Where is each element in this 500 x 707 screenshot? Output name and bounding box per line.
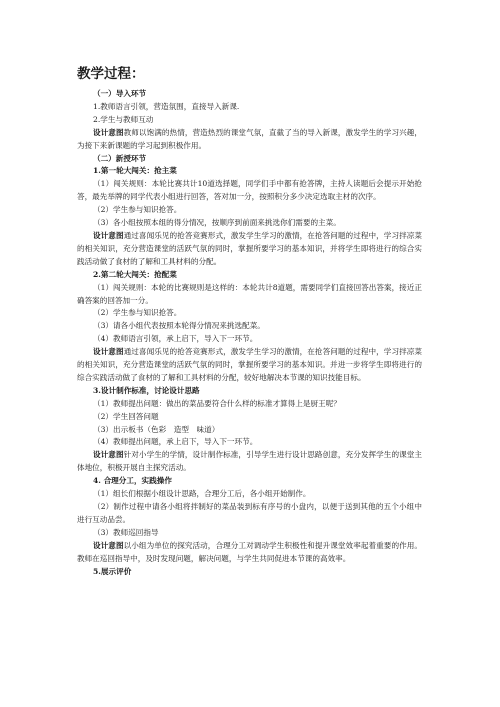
design-intent-label: 设计意图	[93, 127, 124, 137]
document-page	[77, 62, 422, 578]
body-paragraph: （3）请各小组代表按照本轮得分情况来挑选配菜。	[93, 321, 265, 331]
page-title: 教学过程：	[77, 66, 145, 82]
design-intent-text: 针对小学生的学情，设计制作标准，引导学生进行设计思路创意，充分发挥学生的课堂主体地位，积极开展自主探究活动。	[77, 450, 423, 473]
subsection-heading: 5.展示评价	[93, 566, 132, 576]
subsection-heading: 4. 合理分工，实践操作	[93, 476, 172, 486]
document-body	[77, 88, 422, 578]
section-heading: （一）导入环节	[93, 89, 147, 98]
body-paragraph: （2）学生参与知识抢答。	[93, 308, 182, 318]
design-intent-text: 教师以饱满的热情，营造热烈的课堂气氛，直截了当的导入新课，激发学生的学习兴趣，为接下来新课题的学习起到积极作用。	[77, 127, 423, 150]
design-intent-label: 设计意图	[93, 230, 124, 240]
body-paragraph: （2）学生回答问题	[93, 411, 159, 421]
subsection-heading: 3.设计制作标准，讨论设计思路	[93, 385, 200, 395]
body-paragraph: （4）教师语言引领，承上启下，导入下一环节。	[93, 334, 258, 344]
body-paragraph: （3）出示板书（色彩 造型 味道）	[93, 424, 220, 434]
body-paragraph: 1.教师语言引领，营造氛围，直接导入新课.	[93, 101, 240, 111]
design-intent-paragraph	[77, 449, 422, 475]
body-paragraph: （1）教师提出问题：做出的菜品要符合什么样的标准才算得上是厨王呢？	[93, 398, 341, 408]
design-intent-text: 通过喜闻乐见的抢答竞赛形式，激发学生学习的激情，在抢答问题的过程中，学习拌凉菜的相关知识，充分营造课堂的活跃气氛的同时，掌握所要学习的基本知识，并将学生即将进行的综合实践活动做了食材的了解和工具材料的分配。	[77, 230, 423, 266]
body-paragraph: （3）各小组按照本组的得分情况，按顺序到前面来挑选你们需要的主菜。	[93, 218, 341, 228]
subsection-heading: 1.第一轮大闯关：抢主菜	[93, 166, 177, 176]
design-intent-paragraph	[77, 540, 422, 566]
body-paragraph: （2）制作过程中请各小组将拌制好的菜品装到标有序号的小盘内，以便于送到其他的五个小组中进行互动品尝。	[77, 502, 422, 524]
design-intent-paragraph	[77, 346, 422, 385]
design-intent-paragraph	[77, 230, 422, 269]
body-paragraph: 2.学生与教师互动	[93, 114, 154, 124]
design-intent-text: 通过喜闻乐见的抢答竞赛形式，激发学生学习的激情，在抢答问题的过程中，学习拌凉菜的相关知识，充分营造课堂的活跃气氛的同时，掌握所要学习的基本知识。并进一步将学生即将进行的综合实践活动做了食材的了解和工具材料的分配，较好地解决本节课的知识技能目标。	[77, 347, 423, 382]
body-paragraph: （3）教师巡回指导	[93, 527, 159, 537]
section-heading: （二）新授环节	[93, 153, 147, 163]
design-intent-label: 设计意图	[93, 347, 124, 357]
subsection-heading: 2.第二轮大闯关：抢配菜	[93, 269, 177, 279]
body-paragraph: （1）闯关规则：本轮的比赛规则是这样的：本轮共计8道题，需要同学们直接回答出答案，接近正确答案的回答加一分。	[77, 282, 422, 305]
body-paragraph: （1）闯关规则：本轮比赛共计10道选择题，同学们手中都有抢答牌，主持人读题后会提示开始抢答，最先举牌的同学代表小组进行回答，答对加一分，按照积分多少决定选取主材的次序。	[77, 179, 422, 202]
design-intent-paragraph	[77, 127, 422, 153]
body-paragraph: （4）教师提出问题，承上启下，导入下一环节。	[93, 437, 258, 447]
body-paragraph: （1）组长们根据小组设计思路，合理分工后，各小组开始制作。	[93, 489, 311, 499]
design-intent-text: 以小组为单位的探究活动，合理分工对调动学生积极性和提升课堂效率起着重要的作用。教师在巡回指导中，及时发现问题，解决问题，与学生共同促进本节课的高效率。	[77, 540, 423, 563]
design-intent-label: 设计意图	[93, 540, 124, 550]
body-paragraph: （2）学生参与知识抢答。	[93, 205, 182, 215]
design-intent-label: 设计意图	[93, 450, 124, 460]
